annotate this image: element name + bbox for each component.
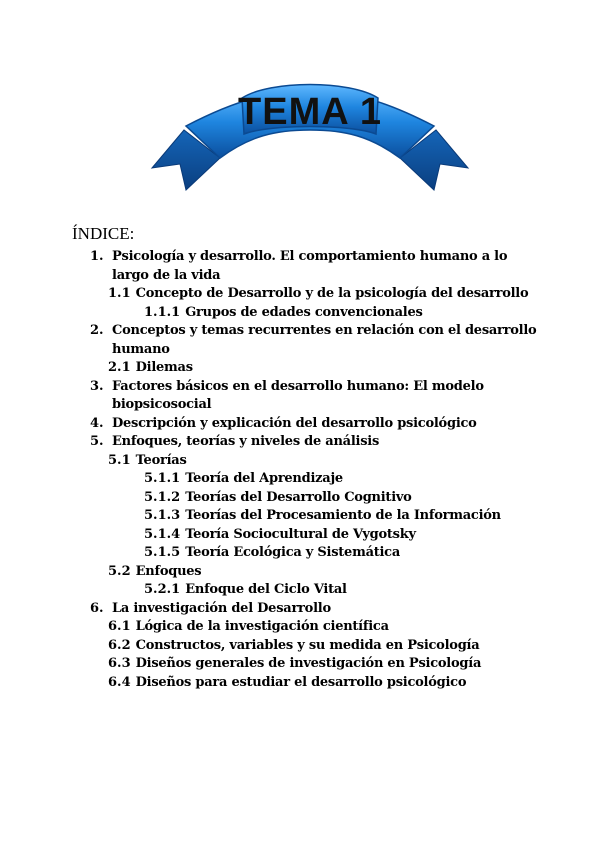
banner-title: TEMA 1 — [238, 91, 382, 133]
entry-number: 5.2 — [108, 563, 131, 579]
entry-number: 6.1 — [108, 619, 131, 634]
index-entry — [72, 322, 542, 359]
entry-number: 6.3 — [108, 656, 131, 671]
entry-number: 5.1 — [108, 452, 131, 468]
index-entry — [72, 507, 542, 526]
entry-number: 5. — [90, 434, 104, 449]
entry-number: 5.2.1 — [144, 582, 181, 597]
entry-text: Enfoque del Ciclo Vital — [185, 582, 347, 597]
entry-number: 5.1.2 — [144, 489, 181, 505]
entry-number: 5.1.5 — [144, 545, 181, 560]
entry-text: Teoría Ecológica y Sistemática — [185, 545, 401, 560]
entry-text: Enfoques — [135, 563, 202, 579]
entry-text: La investigación del Desarrollo — [112, 600, 331, 616]
entry-text: Teoría Sociocultural de Vygotsky — [185, 526, 416, 542]
entry-text: Factores básicos en el desarrollo humano: El modelo biopsicosocial — [112, 378, 484, 412]
index-entry — [72, 637, 542, 656]
index-entry — [72, 526, 542, 545]
entry-number: 1.1.1 — [144, 304, 181, 320]
entry-number: 3. — [90, 378, 104, 394]
index-entry — [72, 655, 542, 674]
index-title: ÍNDICE: — [72, 224, 135, 243]
table-of-contents — [72, 222, 542, 692]
index-entry — [72, 415, 542, 434]
index-entry — [72, 452, 542, 471]
entry-number: 1. — [90, 249, 104, 264]
index-entry — [72, 304, 542, 323]
entry-text: Teoría del Aprendizaje — [185, 471, 343, 486]
index-entry — [72, 581, 542, 600]
entry-text: Conceptos y temas recurrentes en relación con el desarrollo humano — [112, 323, 537, 357]
index-entry — [72, 470, 542, 489]
index-entries — [72, 248, 542, 692]
entry-number: 1.1 — [108, 286, 131, 301]
entry-text: Dilemas — [135, 360, 193, 375]
index-entry — [72, 544, 542, 563]
index-entry — [72, 563, 542, 582]
index-entry — [72, 433, 542, 452]
entry-text: Diseños para estudiar el desarrollo psicológico — [135, 674, 467, 690]
entry-number: 5.1.4 — [144, 526, 181, 542]
entry-number: 2.1 — [108, 360, 131, 375]
entry-number: 6.2 — [108, 637, 131, 653]
index-entry — [72, 359, 542, 378]
entry-text: Enfoques, teorías y niveles de análisis — [112, 434, 380, 449]
entry-text: Psicología y desarrollo. El comportamiento humano a lo largo de la vida — [112, 249, 508, 283]
index-entry — [72, 285, 542, 304]
ribbon-graphic — [150, 72, 470, 200]
index-entry — [72, 378, 542, 415]
index-entry — [72, 618, 542, 637]
entry-number: 6.4 — [108, 674, 131, 690]
index-entry — [72, 248, 542, 285]
entry-text: Teorías del Procesamiento de la Información — [185, 508, 501, 523]
entry-text: Descripción y explicación del desarrollo psicológico — [112, 415, 477, 431]
index-entry — [72, 674, 542, 693]
entry-text: Concepto de Desarrollo y de la psicología del desarrollo — [135, 286, 529, 301]
entry-number: 2. — [90, 323, 104, 338]
entry-text: Grupos de edades convencionales — [185, 304, 423, 320]
entry-text: Diseños generales de investigación en Psicología — [135, 656, 482, 671]
entry-number: 6. — [90, 600, 104, 616]
entry-text: Constructos, variables y su medida en Psicología — [135, 637, 480, 653]
entry-number: 4. — [90, 415, 104, 431]
entry-text: Lógica de la investigación científica — [135, 619, 389, 634]
tema-banner — [150, 72, 470, 200]
entry-number: 5.1.1 — [144, 471, 181, 486]
index-entry — [72, 600, 542, 619]
entry-text: Teorías del Desarrollo Cognitivo — [185, 489, 412, 505]
index-entry — [72, 489, 542, 508]
entry-text: Teorías — [135, 452, 187, 468]
entry-number: 5.1.3 — [144, 508, 181, 523]
